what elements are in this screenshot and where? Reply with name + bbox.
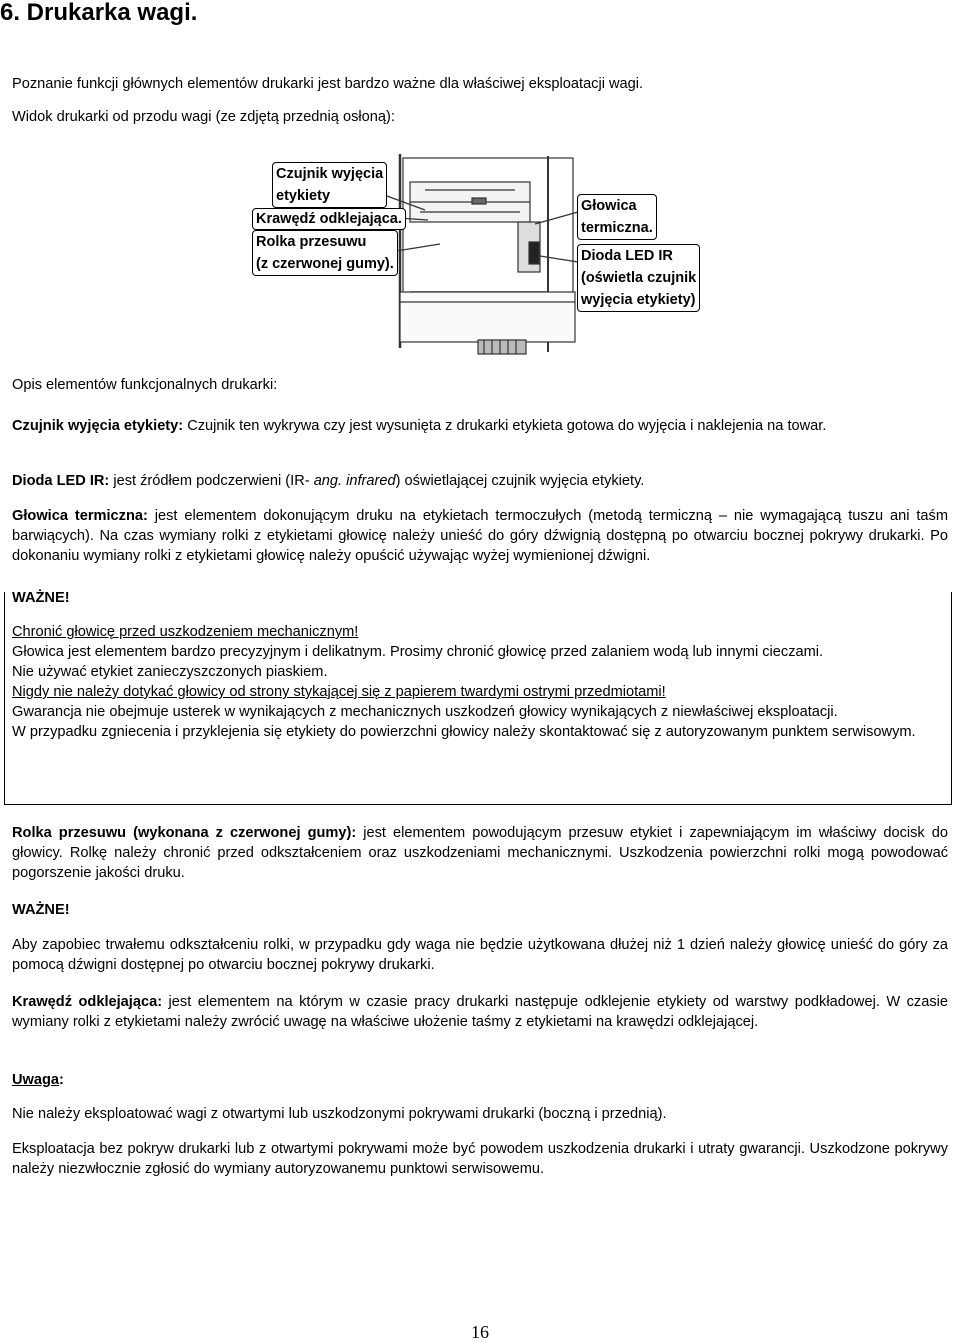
- roller-description: [12, 823, 948, 883]
- note-line-1: Nie należy eksploatować wagi z otwartymi lub uszkodzonymi pokrywami drukarki (boczną i przednią).: [12, 1106, 667, 1122]
- warning1-line-4: Nigdy nie należy dotykać głowicy od strony stykającej się z papierem twardymi ostrymi przedmiotami!: [12, 684, 666, 700]
- roller-text: jest elementem powodującym przesuw etykiet i zapewniającym im właściwy docisk do głowicy. Rolkę należy chronić przed odkształceniem oraz uszkodzeniami mechanicznymi. Uszkodzenia powierzchni rolki mogą powodować pogorszenie jakości druku.: [12, 825, 948, 881]
- callout-sensor-line-2: etykiety: [276, 188, 331, 204]
- callout-sensor-line-1: Czujnik wyjęcia: [276, 166, 384, 182]
- warning1-line-6: W przypadku zgniecenia i przyklejenia się etykiety do powierzchni głowicy należy skontaktować się z autoryzowanym punktem serwisowym.: [12, 724, 916, 740]
- note-colon: :: [59, 1072, 64, 1088]
- head-text: jest elementem dokonującym druku na etykietach termoczułych (metodą termiczną – nie wymagającą tuszu ani taśm barwiących). Na czas wymiany rolki z etykietami głowicę należy unieść do góry dźwignią dostępną po otwarciu bocznej pokrywy drukarki. Po dokonaniu wymiany rolki z etykietami głowicę należy opuścić używając wyżej wymienionej dźwigni.: [12, 508, 948, 564]
- intro-line-1: Poznanie funkcji głównych elementów drukarki jest bardzo ważne dla właściwej eksploatacji wagi.: [12, 76, 644, 92]
- callout-head-line-2: termiczna.: [581, 220, 653, 236]
- edge-text: jest elementem na którym w czasie pracy drukarki następuje odklejenie etykiety od warstwy podkładowej. W czasie wymiany rolki z etykietami należy zwrócić uwagę na właściwe ułożenie taśmy z etykietami na krawędzi odklejającej.: [12, 994, 948, 1030]
- callout-head-line-1: Głowica: [581, 198, 637, 214]
- warning1-label: WAŻNE!: [12, 590, 70, 606]
- edge-term: Krawędź odklejająca:: [12, 994, 163, 1010]
- intro-line-2: Widok drukarki od przodu wagi (ze zdjętą przednią osłoną):: [12, 109, 395, 125]
- warning1-line-5: Gwarancja nie obejmuje usterek w wynikających z mechanicznych uszkodzeń głowicy wynikających z niewłaściwej eksploatacji.: [12, 704, 838, 720]
- sensor-term: Czujnik wyjęcia etykiety:: [12, 418, 184, 434]
- head-description: [12, 506, 948, 566]
- callout-led-line-1: Dioda LED IR: [581, 248, 673, 264]
- callout-edge: Krawędź odklejająca.: [252, 208, 406, 230]
- callout-roller: [252, 230, 398, 276]
- warning2-label: WAŻNE!: [12, 902, 70, 918]
- roller-term: Rolka przesuwu (wykonana z czerwonej gumy):: [12, 825, 357, 841]
- warning1-line-3: Nie używać etykiet zanieczyszczonych piaskiem.: [12, 664, 328, 680]
- warning1-block: [12, 588, 948, 742]
- led-term: Dioda LED IR:: [12, 473, 110, 489]
- head-term: Głowica termiczna:: [12, 508, 148, 524]
- callout-roller-line-2: (z czerwonej gumy).: [256, 256, 394, 272]
- page-number: 16: [471, 1322, 489, 1342]
- sensor-text: Czujnik ten wykrywa czy jest wysunięta z drukarki etykieta gotowa do wyjęcia i naklejenia na towar.: [183, 418, 827, 434]
- callout-led: [577, 244, 700, 312]
- led-text-a: jest źródłem podczerwieni (IR-: [109, 473, 314, 489]
- warning1-line-1: Chronić głowicę przed uszkodzeniem mechanicznym!: [12, 624, 359, 640]
- callout-sensor: [272, 162, 387, 208]
- led-text-b: ) oświetlającej czujnik wyjęcia etykiety.: [395, 473, 645, 489]
- note-label: Uwaga: [12, 1072, 60, 1088]
- note-line-2: Eksploatacja bez pokryw drukarki lub z otwartymi pokrywami może być powodem uszkodzenia drukarki i utraty gwarancji. Uszkodzone pokrywy należy niezwłocznie zgłosić do wymiany autoryzowanemu punktowi serwisowemu.: [12, 1141, 948, 1177]
- led-description: [12, 471, 948, 491]
- warning2-text: Aby zapobiec trwałemu odkształceniu rolki, w przypadku gdy waga nie będzie użytkowana dłużej niż 1 dzień należy głowicę unieść do góry za pomocą dźwigni dostępnej po otwarciu bocznej pokrywy drukarki.: [12, 937, 948, 973]
- page-title: 6. Drukarka wagi.: [0, 0, 198, 26]
- callout-head: [577, 194, 657, 240]
- callout-led-line-3: wyjęcia etykiety): [581, 292, 696, 308]
- note-heading: [12, 1070, 948, 1090]
- callout-roller-line-1: Rolka przesuwu: [256, 234, 367, 250]
- led-ang: ang. infrared: [313, 473, 396, 489]
- printer-figure: [250, 152, 710, 362]
- warning1-line-2: Głowica jest elementem bardzo precyzyjnym i delikatnym. Prosimy chronić głowicę przed zalaniem wodą lub innymi cieczami.: [12, 644, 824, 660]
- callout-led-line-2: (oświetla czujnik: [581, 270, 697, 286]
- sensor-description: [12, 416, 948, 436]
- edge-description: [12, 992, 948, 1032]
- section-title: Opis elementów funkcjonalnych drukarki:: [12, 377, 278, 393]
